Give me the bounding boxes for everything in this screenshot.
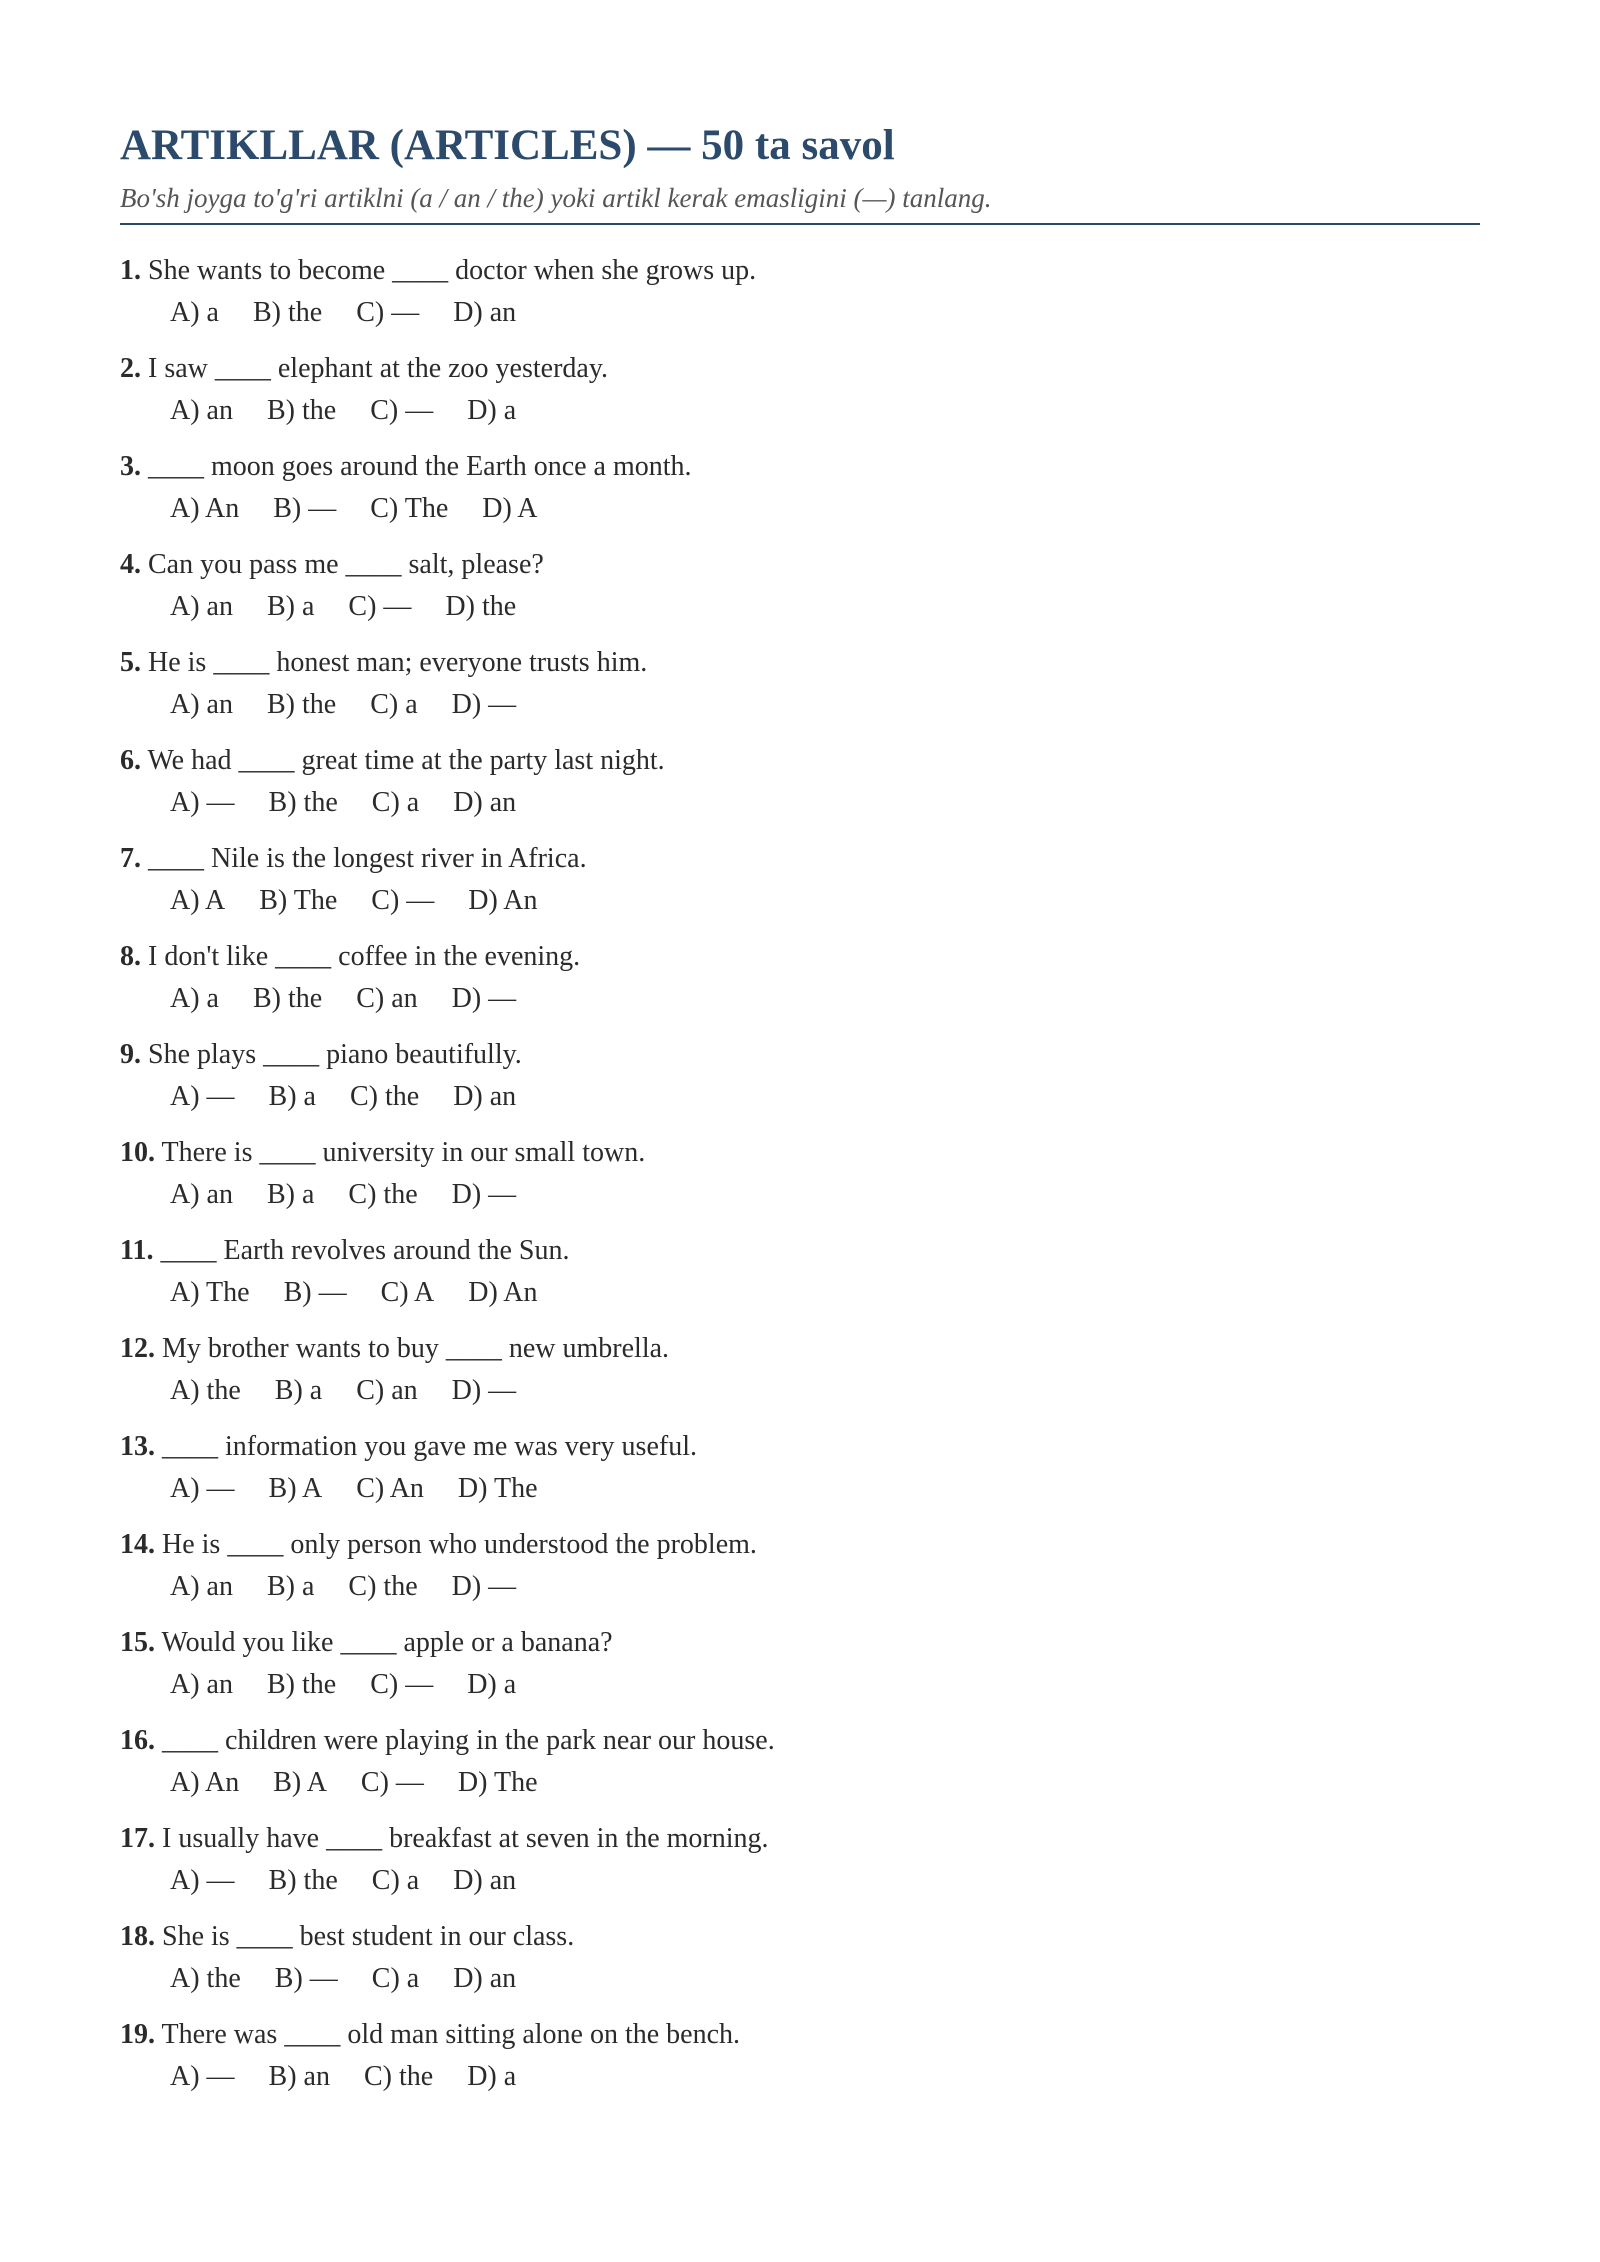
question-item [120,1818,1480,1916]
question-line [120,1426,1480,1468]
answer-options [170,1076,1480,1118]
question-number: 15. [120,1627,155,1658]
question-item [120,1916,1480,2014]
answer-option[interactable]: B) the [268,787,338,818]
question-item [120,838,1480,936]
question-text: ____ Earth revolves around the Sun. [160,1235,570,1266]
question-item [120,1034,1480,1132]
answer-option[interactable]: C) — [371,885,435,916]
question-line [120,1034,1480,1076]
answer-option[interactable]: A) an [170,591,233,622]
question-item [120,1230,1480,1328]
question-item [120,1426,1480,1524]
answer-option[interactable]: A) — [170,787,235,818]
question-item [120,1622,1480,1720]
question-item [120,642,1480,740]
question-number: 17. [120,1823,155,1854]
question-line [120,1622,1480,1664]
question-line [120,250,1480,292]
question-number: 14. [120,1529,155,1560]
question-text: ____ children were playing in the park near our house. [162,1725,775,1756]
question-line [120,936,1480,978]
answer-option[interactable]: A) A [170,885,226,916]
answer-option[interactable]: A) the [170,1375,241,1406]
answer-option[interactable]: B) a [266,591,315,622]
question-line [120,1818,1480,1860]
answer-option[interactable]: D) The [457,1473,538,1504]
question-line [120,2014,1480,2056]
question-line [120,1230,1480,1272]
question-line [120,838,1480,880]
answer-options [170,2056,1480,2098]
answer-option[interactable]: D) an [453,1865,517,1896]
question-number: 13. [120,1431,155,1462]
question-item [120,1328,1480,1426]
answer-option[interactable]: B) an [268,2061,330,2092]
answer-option[interactable]: A) an [170,1571,233,1602]
question-item [120,348,1480,446]
question-text: He is ____ honest man; everyone trusts him. [148,647,648,678]
answer-options [170,1860,1480,1902]
answer-option[interactable]: C) the [363,2061,434,2092]
answer-option[interactable]: B) The [259,885,338,916]
answer-option[interactable]: B) — [274,1963,338,1994]
answer-option[interactable]: B) a [266,1179,315,1210]
answer-option[interactable]: B) A [268,1473,323,1504]
answer-option[interactable]: D) an [453,297,517,328]
answer-option[interactable]: A) An [170,1767,240,1798]
question-number: 6. [120,745,141,776]
question-number: 7. [120,843,141,874]
answer-option[interactable]: A) — [170,1865,235,1896]
answer-option[interactable]: C) a [371,1963,420,1994]
answer-options [170,1958,1480,2000]
question-line [120,642,1480,684]
answer-option[interactable]: C) a [371,1865,420,1896]
answer-option[interactable]: A) an [170,689,233,720]
answer-option[interactable]: D) an [453,1081,517,1112]
question-text: My brother wants to buy ____ new umbrella. [162,1333,670,1364]
answer-options [170,880,1480,922]
answer-option[interactable]: D) an [453,787,517,818]
question-text: She plays ____ piano beautifully. [148,1039,522,1070]
answer-option[interactable]: A) The [170,1277,250,1308]
question-text: I saw ____ elephant at the zoo yesterday. [148,353,609,384]
question-text: I don't like ____ coffee in the evening. [148,941,581,972]
answer-option[interactable]: D) The [457,1767,538,1798]
question-text: He is ____ only person who understood the problem. [162,1529,757,1560]
answer-options [170,1664,1480,1706]
answer-option[interactable]: C) An [356,1473,424,1504]
answer-option[interactable]: B) a [268,1081,316,1112]
answer-options [170,1566,1480,1608]
answer-option[interactable]: A) — [170,1473,235,1504]
question-number: 10. [120,1137,155,1168]
question-line [120,1524,1480,1566]
answer-option[interactable]: C) — [348,591,412,622]
question-line [120,544,1480,586]
question-line [120,740,1480,782]
question-number: 2. [120,353,141,384]
answer-option[interactable]: B) — [273,493,337,524]
answer-option[interactable]: D) — [451,983,517,1014]
answer-option[interactable]: C) a [371,787,420,818]
answer-option[interactable]: D) a [467,1669,517,1700]
answer-option[interactable]: B) a [266,1571,315,1602]
answer-option[interactable]: B) a [274,1375,323,1406]
answer-options [170,1762,1480,1804]
answer-option[interactable]: D) a [467,395,517,426]
question-item [120,544,1480,642]
question-text: I usually have ____ breakfast at seven in the morning. [162,1823,769,1854]
question-number: 1. [120,255,141,286]
answer-option[interactable]: C) — [370,1669,434,1700]
answer-option[interactable]: A) the [170,1963,241,1994]
question-line [120,446,1480,488]
question-item [120,1524,1480,1622]
question-item [120,740,1480,838]
question-item [120,250,1480,348]
answer-option[interactable]: B) the [268,1865,338,1896]
question-text: There was ____ old man sitting alone on the bench. [161,2019,741,2050]
question-text: Can you pass me ____ salt, please? [148,549,544,580]
answer-option[interactable]: A) An [170,493,240,524]
question-text: We had ____ great time at the party last night. [147,745,665,776]
question-item [120,936,1480,1034]
question-number: 8. [120,941,141,972]
answer-option[interactable]: C) the [349,1081,420,1112]
answer-option[interactable]: D) an [453,1963,517,1994]
question-number: 9. [120,1039,141,1070]
answer-option[interactable]: D) — [451,689,517,720]
question-text: She wants to become ____ doctor when she grows up. [148,255,757,286]
question-line [120,1720,1480,1762]
answer-option[interactable]: B) — [283,1277,347,1308]
question-number: 12. [120,1333,155,1364]
question-item [120,1720,1480,1818]
answer-option[interactable]: C) an [356,983,418,1014]
question-number: 5. [120,647,141,678]
answer-option[interactable]: B) the [266,689,337,720]
answer-option[interactable]: C) The [370,493,449,524]
answer-option[interactable]: B) the [252,983,323,1014]
question-item [120,446,1480,544]
answer-option[interactable]: D) An [468,1277,538,1308]
answer-options [170,1174,1480,1216]
answer-option[interactable]: A) a [170,983,219,1014]
answer-option[interactable]: B) the [266,395,337,426]
answer-options [170,488,1480,530]
answer-options [170,390,1480,432]
question-number: 19. [120,2019,155,2050]
answer-option[interactable]: A) a [170,297,219,328]
answer-options [170,684,1480,726]
answer-option[interactable]: C) a [370,689,418,720]
question-text: ____ Nile is the longest river in Africa. [148,843,587,874]
question-line [120,348,1480,390]
question-text: Would you like ____ apple or a banana? [161,1627,613,1658]
question-number: 4. [120,549,141,580]
answer-options [170,586,1480,628]
answer-option[interactable]: A) — [170,2061,235,2092]
answer-option[interactable]: A) — [170,1081,235,1112]
page-subtitle: Bo'sh joyga to'g'ri artiklni (a / an / the) yoki artikl kerak emasligini (—) tanlang. [120,183,992,213]
answer-option[interactable]: D) the [445,591,517,622]
question-text: ____ moon goes around the Earth once a month. [148,451,692,482]
question-line [120,1132,1480,1174]
document-header [120,118,1480,216]
question-number: 3. [120,451,141,482]
answer-option[interactable]: C) an [356,1375,418,1406]
answer-option[interactable]: B) A [273,1767,327,1798]
question-item [120,2014,1480,2112]
answer-option[interactable]: D) a [467,2061,517,2092]
answer-option[interactable]: C) — [370,395,434,426]
answer-options [170,1272,1480,1314]
answer-option[interactable]: D) — [451,1179,517,1210]
answer-options [170,292,1480,334]
question-text: She is ____ best student in our class. [162,1921,575,1952]
question-line [120,1916,1480,1958]
question-number: 16. [120,1725,155,1756]
answer-options [170,782,1480,824]
answer-option[interactable]: D) A [482,493,538,524]
answer-option[interactable]: D) — [451,1571,517,1602]
answer-options [170,1370,1480,1412]
question-item [120,1132,1480,1230]
question-number: 18. [120,1921,155,1952]
header-divider [120,223,1480,225]
answer-option[interactable]: B) the [266,1669,337,1700]
answer-options [170,978,1480,1020]
question-number: 11. [120,1235,154,1266]
question-text: ____ information you gave me was very useful. [162,1431,697,1462]
page-title: ARTIKLLAR (ARTICLES) — 50 ta savol [120,122,895,169]
answer-option[interactable]: A) an [170,395,233,426]
question-line [120,1328,1480,1370]
question-list [120,250,1480,2112]
answer-option[interactable]: D) An [468,885,538,916]
answer-option[interactable]: C) the [348,1571,418,1602]
answer-options [170,1468,1480,1510]
answer-option[interactable]: D) — [451,1375,517,1406]
answer-option[interactable]: A) an [170,1669,233,1700]
answer-option[interactable]: C) the [348,1179,418,1210]
answer-option[interactable]: C) — [360,1767,424,1798]
answer-option[interactable]: A) an [170,1179,233,1210]
question-text: There is ____ university in our small town. [161,1137,646,1168]
answer-option[interactable]: C) A [380,1277,435,1308]
answer-option[interactable]: C) — [356,297,420,328]
answer-option[interactable]: B) the [252,297,323,328]
